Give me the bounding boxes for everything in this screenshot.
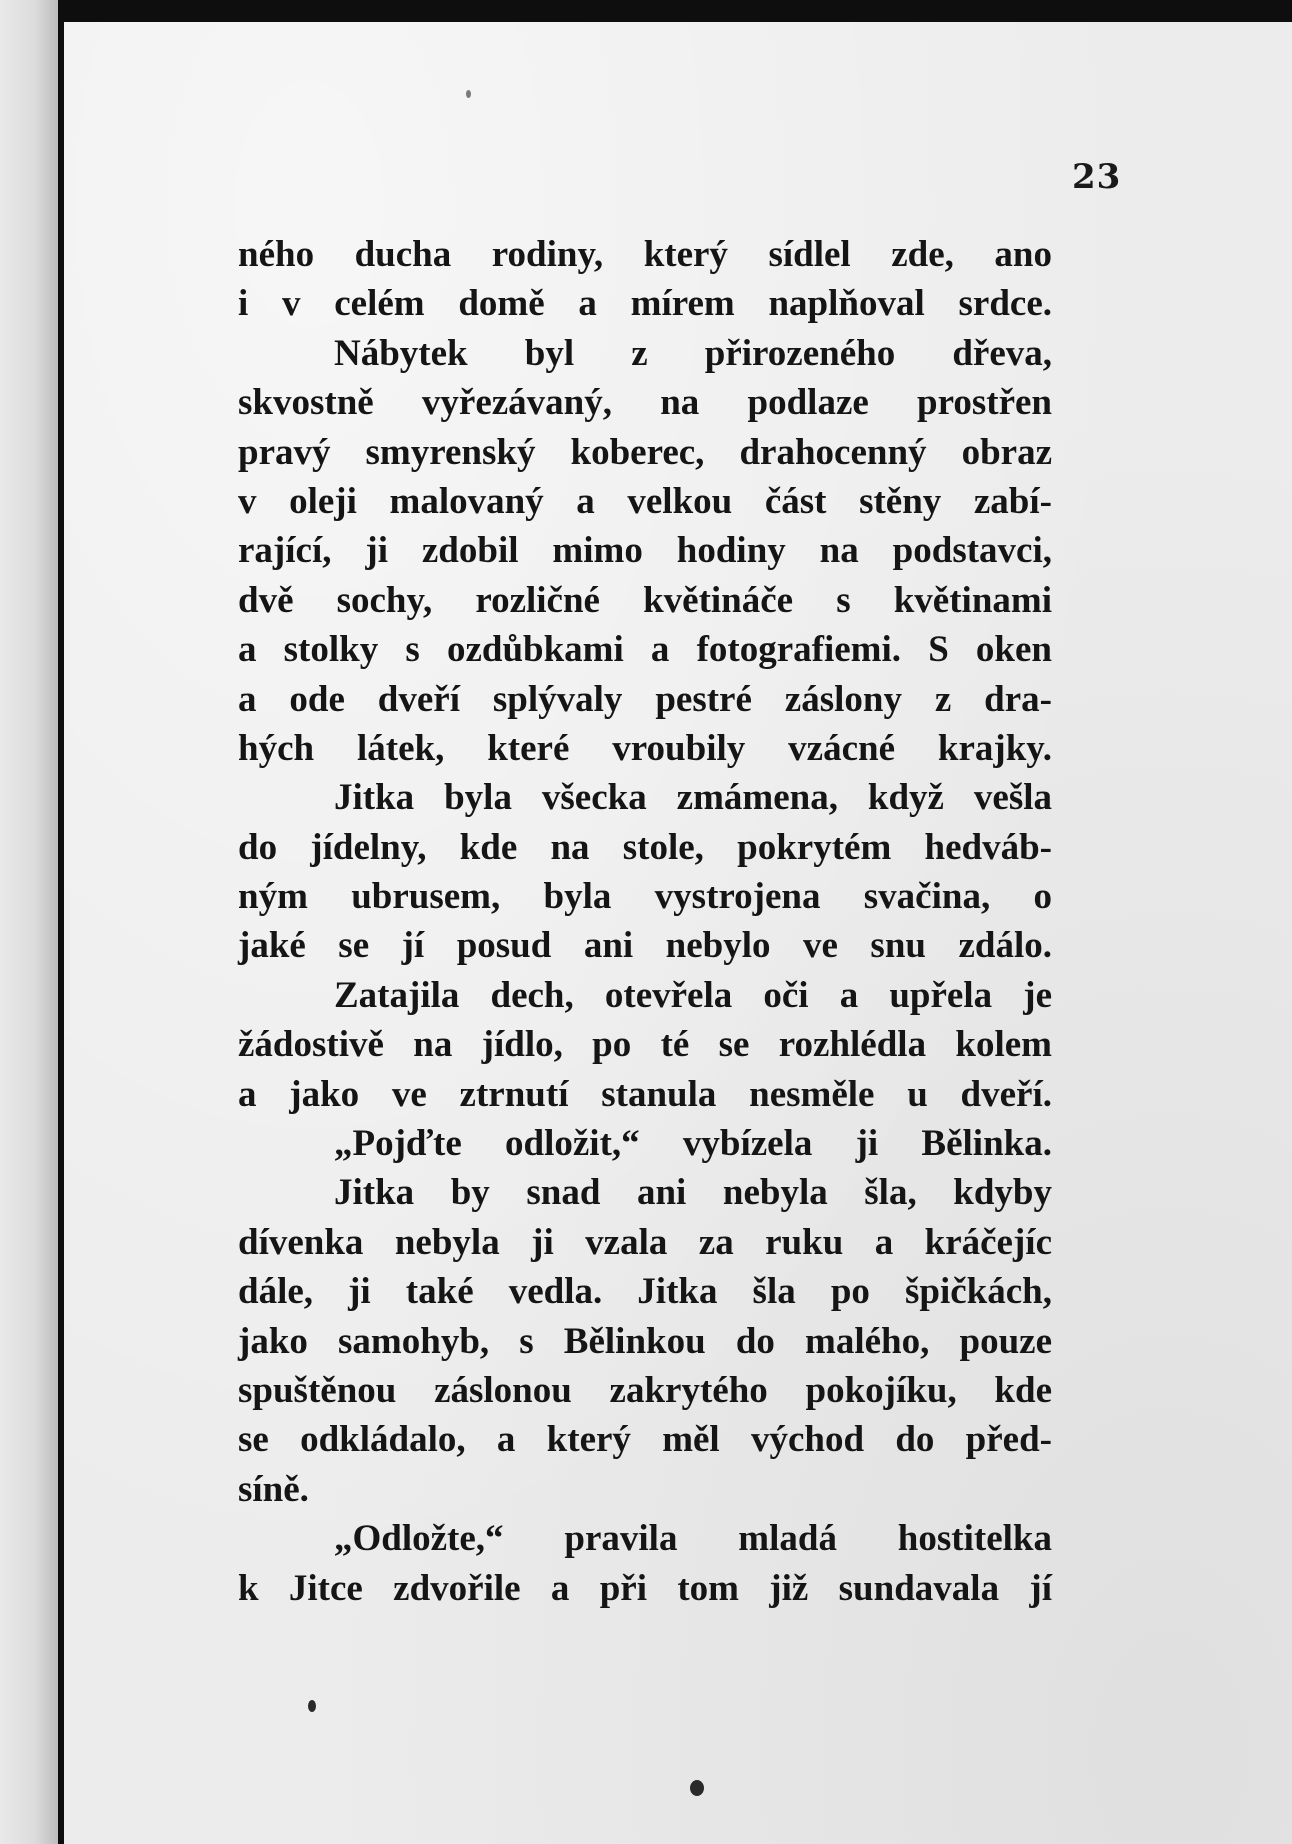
text-line: pravý smyrenský koberec, drahocenný obraz (238, 431, 1052, 473)
text-line: dívenka nebyla ji vzala za ruku a kráčejíc (238, 1221, 1052, 1263)
text-line: se odkládalo, a který měl východ do před- (238, 1419, 1052, 1461)
text-line: i v celém domě a mírem naplňoval srdce. (238, 283, 1052, 325)
text-line: a ode dveří splývaly pestré záslony z dra- (238, 678, 1052, 720)
text-line: ným ubrusem, byla vystrojena svačina, o (238, 876, 1052, 918)
text-line: v oleji malovaný a velkou část stěny zabí- (238, 480, 1052, 522)
ink-speck (308, 1700, 316, 1712)
text-line: ného ducha rodiny, který sídlel zde, ano (238, 234, 1052, 275)
text-line: „Odložte,“ pravila mladá hostitelka (334, 1518, 1052, 1560)
text-line: Jitka byla všecka zmámena, když vešla (334, 777, 1052, 819)
text-line: spuštěnou záslonou zakrytého pokojíku, kde (238, 1369, 1052, 1411)
ink-speck (466, 90, 471, 98)
text-line: do jídelny, kde na stole, pokrytém hedváb- (238, 826, 1052, 868)
text-line: rající, ji zdobil mimo hodiny na podstavci, (238, 530, 1052, 572)
text-line: síně. (238, 1468, 309, 1510)
text-line: Nábytek byl z přirozeného dřeva, (334, 332, 1052, 374)
text-line: Jitka by snad ani nebyla šla, kdyby (334, 1172, 1052, 1214)
text-line: jako samohyb, s Bělinkou do malého, pouze (238, 1320, 1052, 1362)
text-line: a stolky s ozdůbkami a fotografiemi. S oken (238, 629, 1052, 671)
text-line: jaké se jí posud ani nebylo ve snu zdálo. (238, 925, 1052, 967)
text-line: k Jitce zdvořile a při tom již sundavala jí (238, 1567, 1052, 1609)
page-number: 23 (1072, 157, 1122, 197)
text-line: skvostně vyřezávaný, na podlaze prostřen (238, 382, 1052, 424)
text-line: Zatajila dech, otevřela oči a upřela je (334, 974, 1052, 1016)
text-line: dvě sochy, rozličné květináče s květinami (238, 579, 1052, 621)
text-line: a jako ve ztrnutí stanula nesměle u dveří. (238, 1073, 1052, 1115)
text-line: „Pojďte odložit,“ vybízela ji Bělinka. (334, 1123, 1052, 1165)
text-line: dále, ji také vedla. Jitka šla po špičkách, (238, 1271, 1052, 1313)
text-line: žádostivě na jídlo, po té se rozhlédla kolem (238, 1024, 1052, 1066)
body-text (238, 230, 1052, 1613)
ink-speck (690, 1780, 704, 1796)
text-line: hých látek, které vroubily vzácné krajky. (238, 727, 1052, 769)
previous-page-edge (0, 0, 58, 1844)
